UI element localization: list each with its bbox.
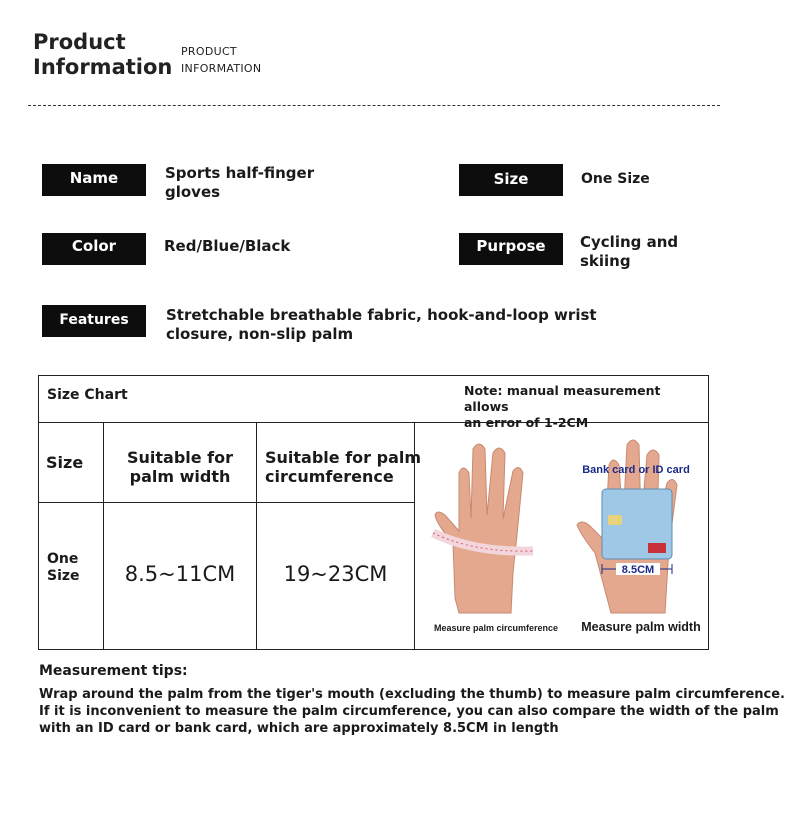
page-title-line2: Information xyxy=(33,55,173,79)
features-value xyxy=(166,306,597,344)
size-chart-table xyxy=(38,375,709,650)
col-header-palm-circumference-line2: circumference xyxy=(265,467,394,486)
card-chip-icon xyxy=(608,515,622,525)
row-size-line1: One xyxy=(47,551,79,567)
col-header-palm-width-line1: Suitable for xyxy=(126,448,234,467)
name-value xyxy=(165,164,314,202)
chart-row-divider xyxy=(39,502,415,503)
hand-with-tape-icon xyxy=(433,444,533,613)
tips-line2: If it is inconvenient to measure the palm circumference, you can also compare the width of the palm xyxy=(39,704,779,719)
tips-line3: with an ID card or bank card, which are approximately 8.5CM in length xyxy=(39,721,559,736)
size-chart-title: Size Chart xyxy=(47,387,128,403)
chart-col-divider-2 xyxy=(256,422,257,649)
note-line2: an error of 1-2CM xyxy=(464,415,589,430)
col-header-palm-width-line2: palm width xyxy=(129,467,231,486)
purpose-value-line2: skiing xyxy=(580,252,631,270)
col-header-palm-circumference xyxy=(265,448,421,486)
page-title xyxy=(33,30,172,80)
caption-palm-width: Measure palm width xyxy=(581,620,701,634)
row-size-cell xyxy=(47,551,80,585)
dashed-divider xyxy=(28,105,720,106)
tips-heading: Measurement tips: xyxy=(39,663,188,679)
card-logo-icon xyxy=(648,543,666,553)
col-header-palm-circumference-line1: Suitable for palm xyxy=(265,448,422,467)
page-subtitle-line2: INFORMATION xyxy=(181,62,262,75)
page-subtitle xyxy=(181,43,261,77)
color-label: Color xyxy=(42,233,146,265)
tips-text xyxy=(39,686,785,737)
note-line1: Note: manual measurement allows xyxy=(464,383,661,414)
row-palm-circumference-cell: 19~23CM xyxy=(283,562,388,586)
col-header-palm-width xyxy=(104,448,256,486)
features-value-line1: Stretchable breathable fabric, hook-and-loop wrist xyxy=(166,306,597,324)
page-title-line1: Product xyxy=(33,30,126,54)
name-value-line2: gloves xyxy=(165,183,221,201)
purpose-label: Purpose xyxy=(459,233,563,265)
col-header-size: Size xyxy=(46,453,84,472)
card-label: Bank card or ID card xyxy=(582,464,690,476)
size-label: Size xyxy=(459,164,563,196)
caption-palm-circumference: Measure palm circumference xyxy=(433,623,559,633)
color-value: Red/Blue/Black xyxy=(164,237,291,255)
row-size-line2: Size xyxy=(47,568,80,584)
features-label: Features xyxy=(42,305,146,337)
page-subtitle-line1: PRODUCT xyxy=(181,45,237,58)
purpose-value-line1: Cycling and xyxy=(580,233,679,251)
features-value-line2: closure, non-slip palm xyxy=(166,325,354,343)
row-palm-width-cell: 8.5~11CM xyxy=(124,562,236,586)
size-value: One Size xyxy=(581,171,650,187)
name-value-line1: Sports half-finger xyxy=(165,164,315,182)
tips-line1: Wrap around the palm from the tiger's mouth (excluding the thumb) to measure palm circumference. xyxy=(39,687,785,702)
name-label: Name xyxy=(42,164,146,196)
card-measure-label: 8.5CM xyxy=(621,564,655,576)
measurement-illustration xyxy=(415,423,708,649)
purpose-value xyxy=(580,233,678,271)
